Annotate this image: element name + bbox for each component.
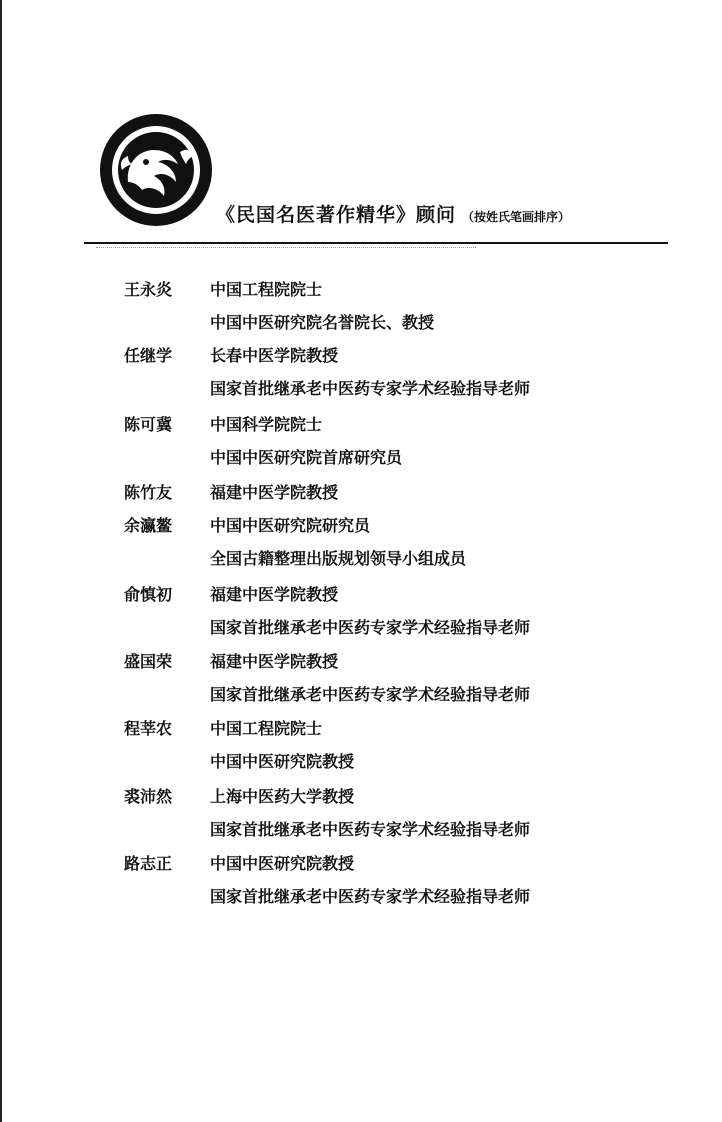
advisor-role: 中国科学院院士 — [210, 415, 323, 434]
advisor-role: 中国中医研究院首席研究员 — [210, 448, 403, 467]
advisor-role: 中国中医研究院教授 — [210, 854, 355, 873]
sort-note: （按姓氏笔画排序） — [462, 210, 571, 224]
advisor-name: 余瀛鳌 — [124, 516, 173, 535]
advisor-role: 中国工程院院士 — [210, 280, 323, 299]
header-rule-dots — [96, 247, 476, 249]
advisor-role: 国家首批继承老中医药专家学术经验指导老师 — [210, 820, 531, 839]
advisor-role: 国家首批继承老中医药专家学术经验指导老师 — [210, 618, 531, 637]
advisor-name: 陈可冀 — [124, 415, 173, 434]
page-left-border — [0, 0, 2, 1122]
advisor-name: 陈竹友 — [124, 483, 173, 502]
advisor-name: 俞慎初 — [124, 585, 173, 604]
page-title: 《民国名医著作精华》顾问 — [216, 204, 457, 226]
advisor-role: 中国中医研究院名誉院长、教授 — [210, 313, 435, 332]
advisor-name: 程莘农 — [124, 719, 173, 738]
header-rule — [84, 242, 668, 244]
advisor-role: 福建中医学院教授 — [210, 483, 339, 502]
advisor-role: 福建中医学院教授 — [210, 585, 339, 604]
advisor-role: 国家首批继承老中医药专家学术经验指导老师 — [210, 887, 531, 906]
advisor-role: 全国古籍整理出版规划领导小组成员 — [210, 549, 467, 568]
advisor-name: 盛国荣 — [124, 652, 173, 671]
header-title-line — [216, 200, 570, 227]
advisor-role: 国家首批继承老中医药专家学术经验指导老师 — [210, 379, 531, 398]
dragon-emblem-icon — [98, 112, 214, 228]
advisor-role: 国家首批继承老中医药专家学术经验指导老师 — [210, 685, 531, 704]
advisor-role: 中国中医研究院教授 — [210, 752, 355, 771]
advisor-name: 路志正 — [124, 854, 173, 873]
advisor-name: 王永炎 — [124, 280, 173, 299]
advisor-role: 福建中医学院教授 — [210, 652, 339, 671]
advisor-role: 中国工程院院士 — [210, 719, 323, 738]
advisor-role: 长春中医学院教授 — [210, 346, 339, 365]
advisor-name: 裘沛然 — [124, 787, 173, 806]
advisor-role: 中国中医研究院研究员 — [210, 516, 371, 535]
advisor-role: 上海中医药大学教授 — [210, 787, 355, 806]
advisor-name: 任继学 — [124, 346, 173, 365]
